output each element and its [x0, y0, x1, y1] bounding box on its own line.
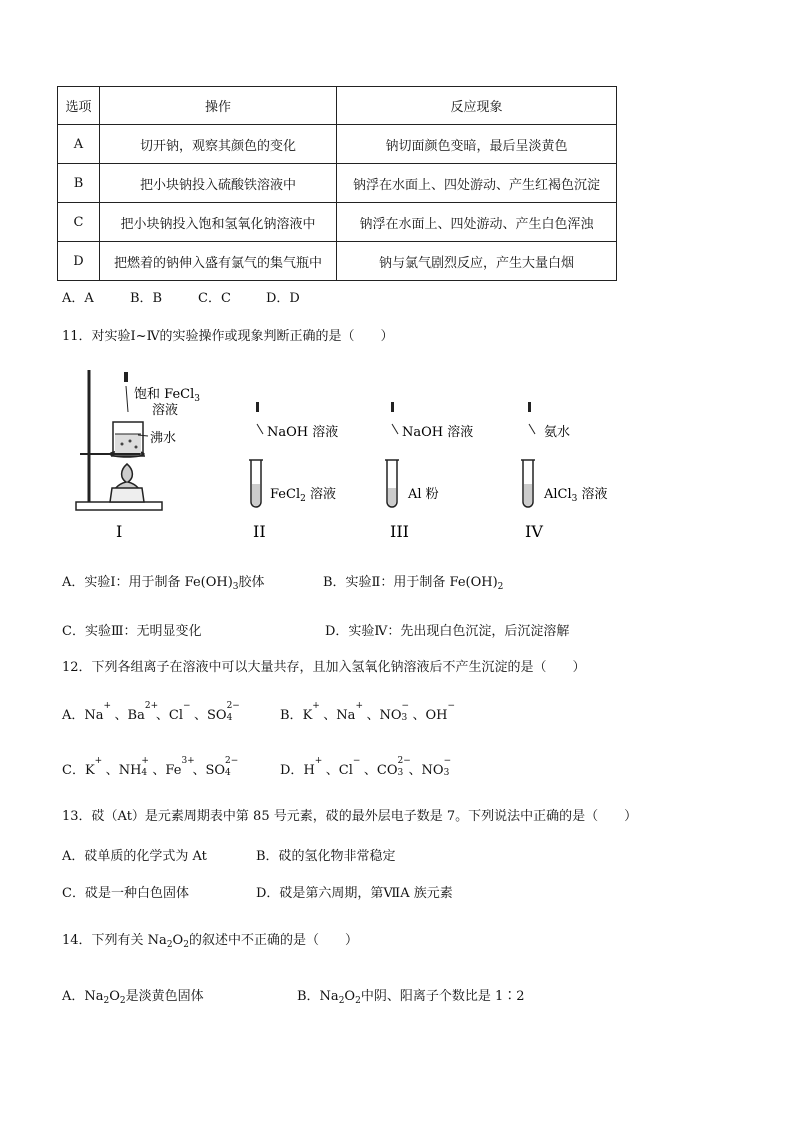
dropper-icon: [391, 402, 394, 412]
ion-separator: 、: [412, 708, 426, 723]
dropper-reagent-label: NaOH 溶液: [402, 425, 474, 440]
ion-subscript: 4: [225, 768, 231, 778]
table-row: [58, 203, 617, 242]
row-phenomenon: 钠浮在水面上、四处游动、产生白色浑浊: [337, 203, 617, 242]
tube-reagent-label: FeCl$_2$ 溶液: [270, 487, 336, 504]
row-phenomenon: 钠切面颜色变暗，最后呈淡黄色: [337, 125, 617, 164]
q12-option-b: B．K + 、Na + 、NO − 3 、OH −: [280, 701, 456, 723]
ion-separator: 、: [193, 708, 207, 723]
tube-reagent-label: Al 粉: [408, 487, 439, 502]
ion: K +: [302, 701, 320, 723]
ion: K +: [84, 756, 103, 778]
ion-charge: −: [352, 756, 361, 766]
q12-option-a: A．Na + 、Ba 2+ 、Cl − 、SO 2− 4: [62, 701, 240, 723]
q13-option-a: A．砹单质的化学式为 At: [62, 849, 207, 864]
q14-option-a: A．$Na_2O_2$是淡黄色固体: [62, 989, 204, 1006]
table-header-row: [58, 87, 617, 125]
ion-charge: +: [103, 701, 112, 711]
ion-separator: 、: [105, 763, 119, 778]
row-operation: 把燃着的钠伸入盛有氯气的集气瓶中: [100, 242, 337, 281]
ion: SO 2− 4: [205, 756, 239, 778]
ion: NO − 3: [421, 756, 452, 778]
q10-choices: [62, 287, 300, 306]
row-option: C: [58, 203, 100, 242]
header-operation: 操作: [100, 87, 337, 125]
ion-charge: 2−: [226, 701, 240, 711]
ion-charge: +: [141, 756, 149, 766]
stand-base: [76, 502, 162, 510]
choice-c: C．C: [198, 291, 231, 306]
dropper-reagent-label: 氨水: [544, 425, 571, 440]
ion-charge: −: [447, 701, 456, 711]
q11-option-c: C．实验Ⅲ：无明显变化: [62, 624, 202, 639]
ion: Na +: [336, 701, 363, 723]
ion-charge: 2−: [225, 756, 239, 766]
q13-option-b: B．砹的氢化物非常稳定: [256, 849, 396, 864]
q11-stem: 11．对实验Ⅰ~Ⅳ的实验操作或现象判断正确的是（ ）: [62, 329, 394, 344]
row-option: D: [58, 242, 100, 281]
ion-separator: 、: [363, 763, 377, 778]
ion-separator: 、: [152, 763, 166, 778]
tube-solid: [388, 488, 396, 506]
ion-separator: 、: [192, 763, 206, 778]
header-phenomenon: 反应现象: [337, 87, 617, 125]
dropper-icon: [256, 402, 259, 412]
ion: CO 2− 3: [376, 756, 411, 778]
ion-subscript: 4: [226, 713, 233, 723]
row-operation: 把小块钠投入饱和氢氧化钠溶液中: [100, 203, 337, 242]
choice-b: B．B: [130, 291, 163, 306]
ion-separator: 、: [366, 708, 380, 723]
row-operation: 把小块钠投入硫酸铁溶液中: [100, 164, 337, 203]
ion-charge: +: [355, 701, 363, 711]
ion-separator: 、: [323, 708, 337, 723]
table-row: [58, 242, 617, 281]
ion-charge: 2+: [144, 701, 159, 711]
boiling-water: [115, 434, 141, 453]
header-option: 选项: [58, 87, 100, 125]
ion-subscript: 3: [443, 768, 450, 778]
apparatus-label-ii: II: [253, 522, 266, 541]
apparatus-label-iv: IV: [525, 522, 543, 541]
ion: NH + 4: [118, 756, 149, 778]
ion: Cl −: [338, 756, 361, 778]
q12-option-d: D．H + 、Cl − 、CO 2− 3 、NO − 3: [280, 756, 452, 778]
apparatus-iv: [521, 402, 608, 541]
tube-solution: [524, 484, 532, 506]
q11-option-a: A．实验Ⅰ：用于制备 $Fe(OH)_3$胶体: [62, 575, 265, 592]
row-phenomenon: 钠浮在水面上、四处游动、产生红褐色沉淀: [337, 164, 617, 203]
table-row: [58, 164, 617, 203]
apparatus-ii: [249, 402, 338, 541]
ion-charge: −: [443, 756, 452, 766]
q11-option-d: D．实验Ⅳ：先出现白色沉淀，后沉淀溶解: [325, 624, 570, 639]
ion: SO 2− 4: [207, 701, 240, 723]
row-operation: 切开钠，观察其颜色的变化: [100, 125, 337, 164]
ion-subscript: 4: [141, 768, 148, 778]
ion-charge: 3+: [181, 756, 195, 766]
choice-a: A．A: [62, 291, 94, 306]
choice-d: D．D: [266, 291, 300, 306]
dropper-icon: [124, 372, 128, 382]
table-row: [58, 125, 617, 164]
apparatus-iii: [385, 402, 473, 541]
boiling-water-label: 沸水: [150, 431, 177, 446]
ion: Cl −: [168, 701, 191, 723]
q13-stem: 13．砹（At）是元素周期表中第 85 号元素，砹的最外层电子数是 7。下列说法中正确的是（ ）: [62, 809, 638, 824]
ion: OH −: [425, 701, 456, 723]
reagent-label: 饱和 FeCl$_3$: [134, 387, 200, 404]
q12-stem: 12．下列各组离子在溶液中可以大量共存，且加入氢氧化钠溶液后不产生沉淀的是（ ）: [62, 660, 586, 675]
ion-separator: 、: [325, 763, 339, 778]
alcohol-lamp: [110, 488, 144, 502]
ion-charge: −: [401, 701, 410, 711]
q14-option-b: B．$Na_2O_2$中阴、阳离子个数比是 1∶2: [297, 989, 525, 1006]
ion: NO − 3: [379, 701, 410, 723]
q11-apparatus-figure: [60, 360, 640, 545]
ion: Na +: [84, 701, 112, 723]
q11-option-b: B．实验Ⅱ：用于制备 $Fe(OH)_2$: [323, 575, 504, 592]
tube-reagent-label: AlCl$_3$ 溶液: [544, 487, 608, 504]
apparatus-i: [76, 370, 200, 541]
reagent-label-line2: 溶液: [152, 403, 179, 418]
q14-stem: 14．下列有关 $Na_2O_2$的叙述中不正确的是（ ）: [62, 933, 358, 950]
dropper-icon: [528, 402, 531, 412]
ion-charge: +: [312, 701, 320, 711]
q10-table: [57, 86, 617, 281]
row-option: B: [58, 164, 100, 203]
q12-option-c: C．K + 、NH + 4 、Fe 3+ 、SO 2− 4: [62, 756, 239, 778]
apparatus-label-i: I: [116, 522, 123, 541]
ion-charge: +: [94, 756, 103, 766]
dropper-reagent-label: NaOH 溶液: [267, 425, 339, 440]
ion-separator: 、: [408, 763, 422, 778]
q13-option-d: D．砹是第六周期，第ⅦA 族元素: [256, 886, 453, 901]
ion: H +: [303, 756, 323, 778]
ion-subscript: 3: [401, 713, 408, 723]
ion-separator: 、: [114, 708, 128, 723]
apparatus-label-iii: III: [390, 522, 409, 541]
ion-subscript: 3: [397, 768, 404, 778]
q13-option-c: C．砹是一种白色固体: [62, 886, 189, 901]
ion-charge: +: [314, 756, 323, 766]
ion: Ba 2+: [127, 701, 159, 723]
ion-separator: 、: [155, 708, 169, 723]
row-phenomenon: 钠与氯气剧烈反应，产生大量白烟: [337, 242, 617, 281]
ion-charge: −: [182, 701, 191, 711]
tube-solution: [252, 484, 260, 506]
row-option: A: [58, 125, 100, 164]
ion: Fe 3+: [165, 756, 195, 778]
ion-charge: 2−: [397, 756, 411, 766]
